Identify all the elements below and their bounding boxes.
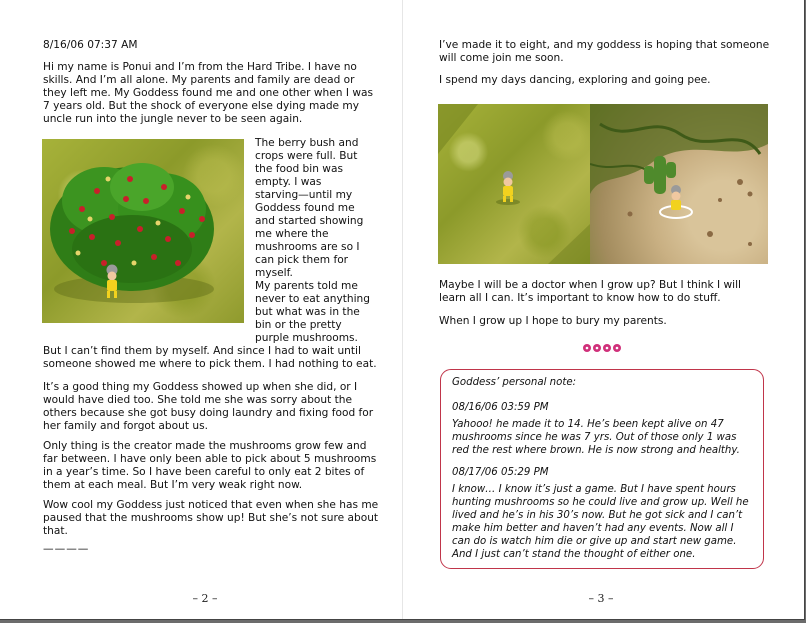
text-line: paused that the mushrooms show up! But she’s not sure about xyxy=(43,512,379,524)
text-line: others because she got busy doing laundry and fixing food for xyxy=(43,407,374,419)
text-line: never to eat anything xyxy=(255,293,371,305)
note-line: Yahooo! he made it to 14. He’s been kept alive on 47 xyxy=(452,419,724,430)
text-line: Goddess found me xyxy=(255,202,355,214)
text-line: Only thing is the creator made the mushrooms grow few and xyxy=(43,440,367,452)
grass-screenshot xyxy=(438,104,590,264)
note-line: I know… I know it’s just a game. But I have spent hours xyxy=(452,484,736,495)
text-line: will come join me soon. xyxy=(439,52,564,64)
text-line: But I can’t find them by myself. And since I had to wait until xyxy=(43,345,361,357)
text-line: myself. xyxy=(255,267,293,279)
note-heading: Goddess’ personal note: xyxy=(452,377,577,388)
text-line: that. xyxy=(43,525,68,537)
grass-scene xyxy=(438,104,590,264)
text-line: they left me. My Goddess found me and one other when I was xyxy=(43,87,374,99)
note-line: And I just can’t stand the thought of either one. xyxy=(452,549,696,560)
text-line: someone showed me where to pick them. I had nothing to eat. xyxy=(43,358,377,370)
berry-bush-image xyxy=(42,139,244,323)
bury-paragraph: When I grow up I hope to bury my parents. xyxy=(439,315,667,327)
note-date: 08/16/06 03:59 PM xyxy=(452,402,549,413)
note-line: mushrooms since he was 7 yrs. Out of those only 1 was xyxy=(452,432,737,443)
text-line: Maybe I will be a doctor when I grow up? But I think I will xyxy=(439,279,741,291)
text-line: in a year’s time. So I have been careful to only eat 2 bites of xyxy=(43,466,365,478)
text-line: would have died too. She told me she was sorry about the xyxy=(43,394,353,406)
page-number: – 3 – xyxy=(588,592,614,605)
berry-bush-illustration xyxy=(42,139,244,323)
text-line: and started showing xyxy=(255,215,364,227)
child-sim xyxy=(671,185,681,210)
text-line: crops were full. But xyxy=(255,150,358,162)
text-line: starving—until my xyxy=(255,189,353,201)
goddess-note-box xyxy=(440,369,764,569)
text-line: them at each meal. But I’m very weak right now. xyxy=(43,479,303,491)
text-line: bin or the pretty xyxy=(255,319,342,331)
desert-screenshot xyxy=(590,104,768,264)
text-line: but what was in the xyxy=(255,306,360,318)
end-mark: ———— xyxy=(43,543,90,555)
text-line: I’ve made it to eight, and my goddess is hoping that someone xyxy=(439,39,770,51)
note-line: make him better and haven’t had any events. Now all I xyxy=(452,523,734,534)
text-line: far between. I have only been able to pick about 5 mushrooms xyxy=(43,453,377,465)
page-number: – 2 – xyxy=(192,592,218,605)
note-line: hunting mushrooms so he could live and grow up. Well he xyxy=(452,497,749,508)
note-date: 08/17/06 05:29 PM xyxy=(452,467,549,478)
text-line: learn all I can. It’s important to know how to do stuff. xyxy=(439,292,721,304)
text-line: Hi my name is Ponui and I’m from the Hard Tribe. I have no xyxy=(43,61,357,73)
diary-timestamp: 8/16/06 07:37 AM xyxy=(43,39,138,51)
flower-separator-icon xyxy=(582,343,622,353)
days-paragraph: I spend my days dancing, exploring and going pee. xyxy=(439,74,711,86)
text-line: the food bin was xyxy=(255,163,343,175)
text-line: me where the xyxy=(255,228,329,240)
text-line: 7 years old. But the shock of everyone else dying made my xyxy=(43,100,360,112)
note-line: can do is watch him die or give up and start new game. xyxy=(452,536,737,547)
text-line: The berry bush and xyxy=(255,137,359,149)
text-line: Wow cool my Goddess just noticed that even when she has me xyxy=(43,499,379,511)
text-line: uncle run into the jungle never to be seen again. xyxy=(43,113,303,125)
child-sim xyxy=(503,171,513,202)
note-line: lived and he’s in his 30’s now. But he got sick and I can’t xyxy=(452,510,743,521)
desert-scene xyxy=(590,104,768,264)
text-line: purple mushrooms. xyxy=(255,332,358,344)
text-line: her family and forgot about us. xyxy=(43,420,208,432)
text-line: can pick them for xyxy=(255,254,349,266)
left-page xyxy=(0,0,402,619)
note-line: red the rest where brown. He is now strong and healthy. xyxy=(452,445,740,456)
text-line: mushrooms are so I xyxy=(255,241,360,253)
text-line: It’s a good thing my Goddess showed up when she did, or I xyxy=(43,381,358,393)
text-line: skills. And I’m all alone. My parents and family are dead or xyxy=(43,74,355,86)
text-line: My parents told me xyxy=(255,280,358,292)
text-line: empty. I was xyxy=(255,176,322,188)
